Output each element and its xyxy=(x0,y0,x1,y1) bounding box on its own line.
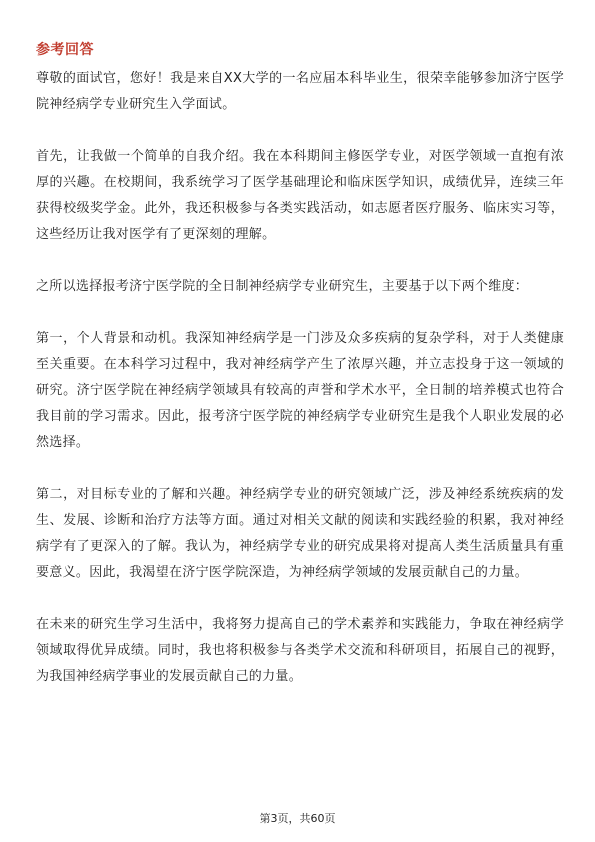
paragraph-first-reason: 第一，个人背景和动机。我深知神经病学是一门涉及众多疾病的复杂学科，对于人类健康至关重要。在本科学习过程中，我对神经病学产生了浓厚兴趣，并立志投身于这一领域的研究。济宁医学院在神经病学领域具有较高的声誉和学术水平，全日制的培养模式也符合我目前的学习需求。因此，报考济宁医学院的神经病学专业研究生是我个人职业发展的必然选择。 xyxy=(36,331,564,450)
section-heading: 参考回答 xyxy=(36,42,94,58)
page-number-footer: 第3页，共60页 xyxy=(259,812,336,825)
paragraph-greeting: 尊敬的面试官，您好！我是来自XX大学的一名应届本科毕业生，很荣幸能够参加济宁医学院神经病学专业研究生入学面试。 xyxy=(36,71,564,112)
paragraph-future-plan: 在未来的研究生学习生活中，我将努力提高自己的学术素养和实践能力，争取在神经病学领域取得优异成绩。同时，我也将积极参与各类学术交流和科研项目，拓展自己的视野，为我国神经病学事业的发展贡献自己的力量。 xyxy=(36,617,564,684)
document-page xyxy=(36,40,564,690)
paragraph-self-introduction: 首先，让我做一个简单的自我介绍。我在本科期间主修医学专业，对医学领域一直抱有浓厚的兴趣。在校期间，我系统学习了医学基础理论和临床医学知识，成绩优异，连续三年获得校级奖学金。此外，我还积极参与各类实践活动，如志愿者医疗服务、临床实习等，这些经历让我对医学有了更深刻的理解。 xyxy=(36,149,564,242)
paragraph-reason-intro: 之所以选择报考济宁医学院的全日制神经病学专业研究生，主要基于以下两个维度： xyxy=(36,279,529,294)
paragraph-second-reason: 第二，对目标专业的了解和兴趣。神经病学专业的研究领域广泛，涉及神经系统疾病的发生、发展、诊断和治疗方法等方面。通过对相关文献的阅读和实践经验的积累，我对神经病学有了更深入的了解。我认为，神经病学专业的研究成果将对提高人类生活质量具有重要意义。因此，我渴望在济宁医学院深造，为神经病学领域的发展贡献自己的力量。 xyxy=(36,487,564,580)
